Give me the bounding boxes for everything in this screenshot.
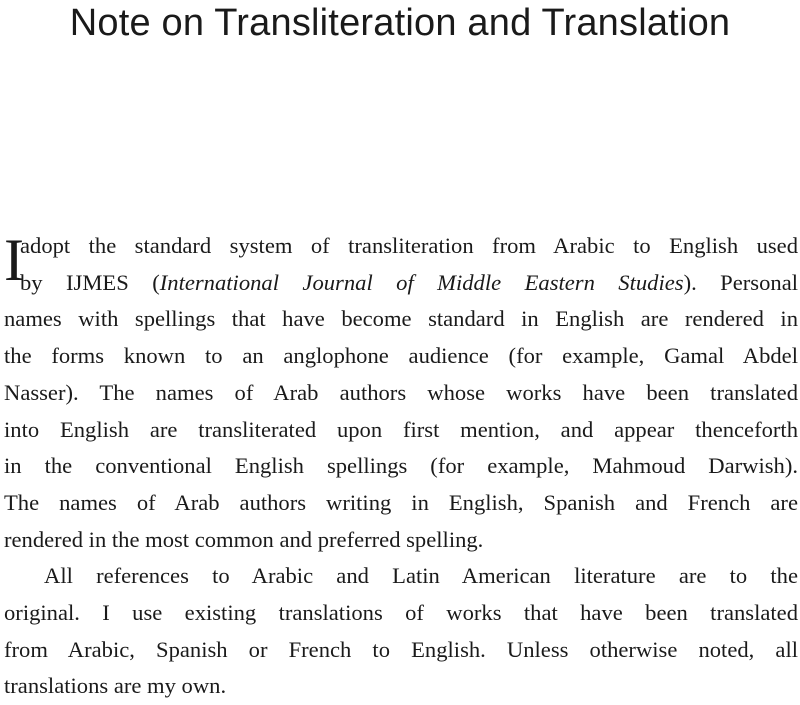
text-line-content: adopt the standard system of transliteration from Arabic to English used <box>20 233 798 258</box>
text-line: original. I use existing translations of works that have been translated <box>4 600 798 626</box>
text-line: into English are transliterated upon first mention, and appear thenceforth <box>4 416 798 442</box>
text-line-content: by IJMES ( <box>20 269 160 295</box>
text-line: the forms known to an anglophone audience (for example, Gamal Abdel <box>4 343 798 369</box>
text-line: The names of Arab authors writing in English, Spanish and French are <box>4 489 798 515</box>
text-line: from Arabic, Spanish or French to English. Unless otherwise noted, all <box>4 636 798 662</box>
page-title: Note on Transliteration and Translation <box>69 2 731 44</box>
paragraph-1 <box>4 228 798 558</box>
drop-cap: I <box>4 227 24 293</box>
paragraph-2 <box>4 558 798 705</box>
text-line: in the conventional English spellings (for example, Mahmoud Darwish). <box>4 453 798 479</box>
text-line <box>4 265 798 302</box>
text-line: Nasser). The names of Arab authors whose works have been translated <box>4 379 798 405</box>
text-line: All references to Arabic and Latin American literature are to the <box>44 563 798 589</box>
text-line: rendered in the most common and preferred spelling. <box>4 526 484 552</box>
text-line: names with spellings that have become standard in English are rendered in <box>4 306 798 332</box>
journal-title: International Journal of Middle Eastern Studies <box>159 269 684 295</box>
text-line-content: ). Personal <box>683 269 798 295</box>
body-text <box>4 228 798 705</box>
text-line: translations are my own. <box>4 673 227 699</box>
